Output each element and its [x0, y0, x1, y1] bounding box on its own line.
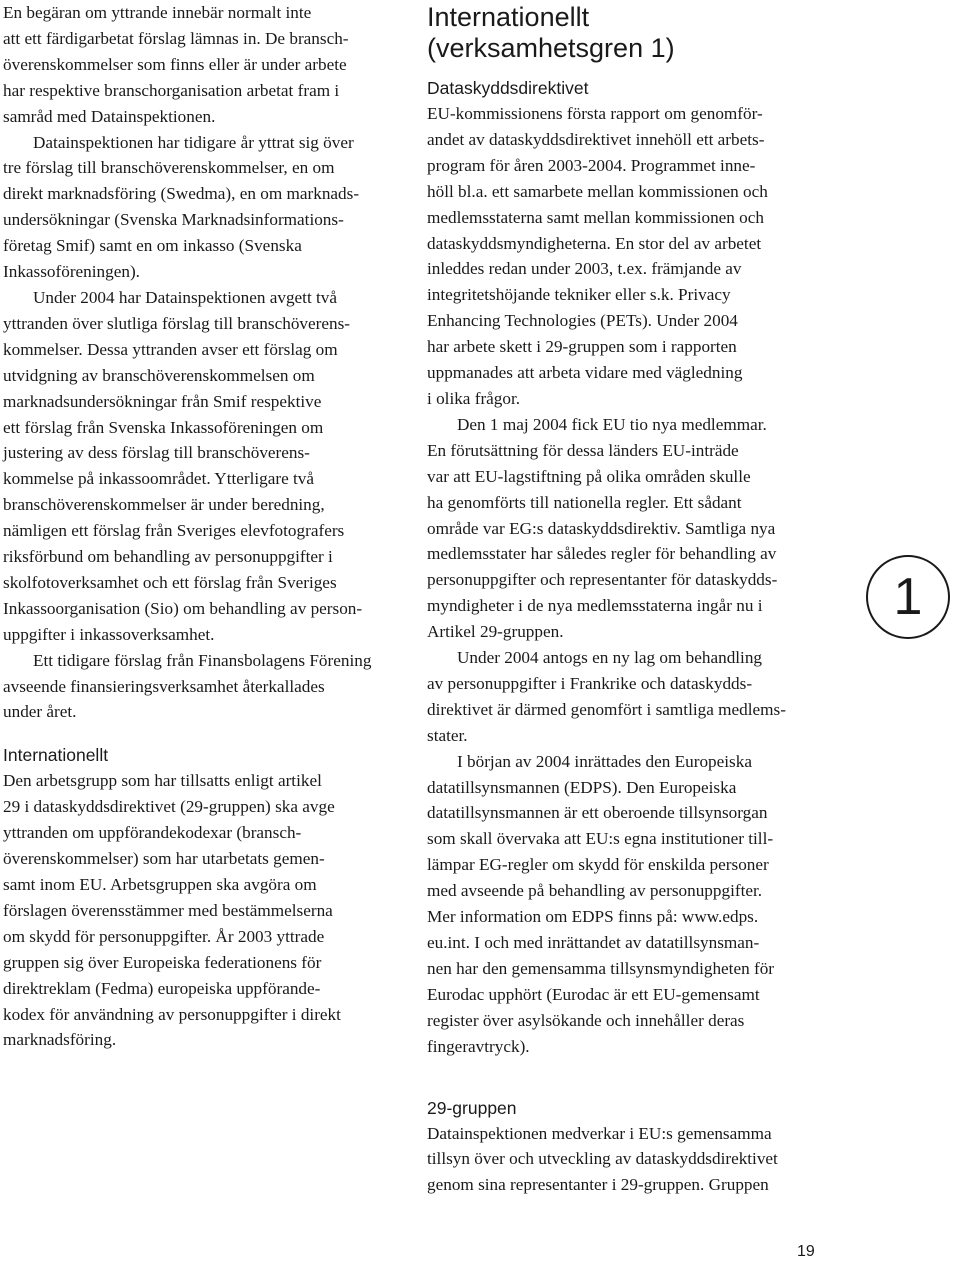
text-line: Mer information om EDPS finns på: www.edps.: [427, 907, 759, 927]
text-line: direktreklam (Fedma) europeiska uppförande-: [3, 978, 321, 998]
text-line: Enhancing Technologies (PETs). Under 2004: [427, 311, 738, 331]
paragraph-finansbolagens-forening: [3, 648, 389, 726]
text-line: justering av dess förslag till branschöverens-: [3, 443, 310, 463]
text-line: yttranden över slutliga förslag till branschöverens-: [3, 313, 350, 333]
text-line: program för åren 2003-2004. Programmet inne-: [427, 155, 756, 175]
text-line: Inkassoorganisation (Sio) om behandling av person-: [3, 598, 363, 618]
text-line: marknadsföring.: [3, 1030, 117, 1050]
text-line: skolfotoverksamhet och ett förslag från Sveriges: [3, 572, 337, 592]
text-line: I början av 2004 inrättades den Europeiska: [457, 751, 752, 771]
text-line: som skall övervaka att EU:s egna institutioner till-: [427, 829, 774, 849]
paragraph-kommissionens-rapport: [427, 101, 825, 412]
text-line: direkt marknadsföring (Swedma), en om marknads-: [3, 184, 360, 204]
paragraph-nya-medlemmar: [427, 412, 825, 645]
text-line: ett förslag från Svenska Inkassoföreningen om: [3, 417, 324, 437]
text-line: inleddes redan under 2003, t.ex. främjande av: [427, 259, 742, 279]
text-line: medlemsstater har således regler för behandling av: [427, 544, 777, 564]
paragraph-edps: [427, 749, 825, 1060]
text-line: fingeravtryck).: [427, 1036, 530, 1056]
text-line: 29 i dataskyddsdirektivet (29-gruppen) ska avge: [3, 797, 335, 817]
text-line: i olika frågor.: [427, 388, 521, 408]
text-line: nen har den gemensamma tillsynsmyndigheten för: [427, 958, 775, 978]
text-line: tre förslag till branschöverenskommelser, en om: [3, 158, 335, 178]
paragraph-yttranden-2004: [3, 285, 389, 648]
text-line: Artikel 29-gruppen.: [427, 622, 564, 642]
text-line: datatillsynsmannen är ett oberoende tillsynsorgan: [427, 803, 768, 823]
text-line: andet av dataskyddsdirektivet innehöll ett arbets-: [427, 129, 765, 149]
text-line: personuppgifter och representanter för dataskydds-: [427, 570, 778, 590]
text-line: Datainspektionen har tidigare år yttrat sig över: [33, 132, 354, 152]
chapter-heading-line: Internationellt: [427, 2, 590, 32]
text-line: gruppen sig över Europeiska federationens för: [3, 952, 322, 972]
text-line: att ett färdigarbetat förslag lämnas in. De bransch-: [3, 28, 349, 48]
text-line: lämpar EG-regler om skydd för enskilda personer: [427, 855, 769, 875]
text-line: överenskommelser) som har utarbetats gemen-: [3, 849, 325, 869]
text-line: kommelser. Dessa yttranden avser ett förslag om: [3, 339, 338, 359]
text-line: Den 1 maj 2004 fick EU tio nya medlemmar.: [457, 414, 767, 434]
text-line: överenskommelser som finns eller är under arbete: [3, 54, 347, 74]
text-line: genom sina representanter i 29-gruppen. Gruppen: [427, 1175, 769, 1195]
text-line: Inkassoföreningen).: [3, 262, 140, 282]
text-line: stater.: [427, 725, 468, 745]
text-line: tillsyn över och utveckling av dataskyddsdirektivet: [427, 1149, 778, 1169]
text-line: datatillsynsmannen (EDPS). Den Europeiska: [427, 777, 737, 797]
text-line: integritetshöjande tekniker eller s.k. Privacy: [427, 285, 731, 305]
text-line: utvidgning av branschöverenskommelsen om: [3, 365, 315, 385]
text-line: myndigheter i de nya medlemsstaterna ingår nu i: [427, 596, 763, 616]
text-line: EU-kommissionens första rapport om genomför-: [427, 104, 763, 123]
text-line: yttranden om uppförandekodexar (bransch-: [3, 823, 302, 843]
paragraph-branschoverenskommelser: [3, 0, 389, 130]
section-heading-dataskyddsdirektivet: Dataskyddsdirektivet: [427, 78, 589, 98]
chapter-heading: [427, 2, 825, 64]
text-line: område var EG:s dataskyddsdirektiv. Samtliga nya: [427, 518, 776, 538]
section-heading-29-gruppen: 29-gruppen: [427, 1097, 517, 1118]
chapter-heading-line: (verksamhetsgren 1): [427, 33, 675, 63]
text-line: medlemsstaterna samt mellan kommissionen och: [427, 207, 764, 227]
text-line: Den arbetsgrupp som har tillsatts enligt artikel: [3, 771, 322, 791]
text-line: avseende finansieringsverksamhet återkallades: [3, 676, 325, 696]
text-line: register över asylsökande och innehåller deras: [427, 1010, 745, 1030]
text-line: var att EU-lagstiftning på olika områden skulle: [427, 466, 751, 486]
text-line: kodex för användning av personuppgifter i direkt: [3, 1004, 341, 1024]
text-line: dataskyddsmyndigheterna. En stor del av arbetet: [427, 233, 762, 253]
paragraph-tidigare-yttranden: [3, 130, 389, 285]
text-line: ha genomförts till nationella regler. Ett sådant: [427, 492, 742, 512]
text-line: har respektive branschorganisation arbetat fram i: [3, 80, 340, 100]
chapter-number-badge: [866, 555, 950, 639]
text-line: branschöverenskommelser är under beredning,: [3, 495, 325, 515]
text-line: riksförbund om behandling av personuppgifter i: [3, 547, 333, 567]
text-line: har arbete skett i 29-gruppen som i rapporten: [427, 337, 737, 357]
section-heading-internationellt: Internationellt: [3, 745, 109, 766]
text-line: uppmanades att arbeta vidare med vägledning: [427, 363, 743, 383]
text-line: Datainspektionen medverkar i EU:s gemensamma: [427, 1123, 772, 1143]
text-line: företag Smif) samt en om inkasso (Svenska: [3, 236, 302, 256]
text-line: undersökningar (Svenska Marknadsinformations-: [3, 210, 344, 230]
text-line: eu.int. I och med inrättandet av datatillsynsman-: [427, 933, 760, 952]
text-line: av personuppgifter i Frankrike och dataskydds-: [427, 673, 753, 693]
left-column: [3, 0, 389, 1053]
middle-column: [427, 0, 825, 1198]
text-line: En begäran om yttrande innebär normalt inte: [3, 3, 312, 22]
text-line: höll bl.a. ett samarbete mellan kommissionen och: [427, 181, 768, 201]
text-line: marknadsundersökningar från Smif respektive: [3, 391, 322, 411]
text-line: Eurodac upphört (Eurodac är ett EU-gemensamt: [427, 984, 760, 1004]
paragraph-frankrike: [427, 645, 825, 749]
text-line: En förutsättning för dessa länders EU-inträde: [427, 440, 739, 460]
paragraph-29-gruppen: [427, 1121, 825, 1199]
text-line: om skydd för personuppgifter. År 2003 yttrade: [3, 926, 325, 946]
paragraph-arbetsgrupp: [3, 768, 389, 1053]
page-number: 19: [797, 1243, 815, 1260]
text-line: med avseende på behandling av personuppgifter.: [427, 881, 763, 901]
text-line: Under 2004 antogs en ny lag om behandling: [457, 648, 763, 668]
text-line: samt inom EU. Arbetsgruppen ska avgöra om: [3, 875, 317, 894]
chapter-number: 1: [893, 568, 923, 626]
text-line: samråd med Datainspektionen.: [3, 106, 216, 126]
text-line: uppgifter i inkassoverksamhet.: [3, 624, 215, 644]
text-line: förslagen överensstämmer med bestämmelserna: [3, 900, 333, 920]
text-line: nämligen ett förslag från Sveriges elevfotografers: [3, 521, 345, 541]
text-line: under året.: [3, 702, 77, 722]
text-line: kommelse på inkassoområdet. Ytterligare två: [3, 469, 315, 489]
text-line: Ett tidigare förslag från Finansbolagens Förening: [33, 650, 372, 670]
text-line: Under 2004 har Datainspektionen avgett två: [33, 287, 338, 307]
text-line: direktivet är därmed genomfört i samtliga medlems-: [427, 699, 786, 719]
